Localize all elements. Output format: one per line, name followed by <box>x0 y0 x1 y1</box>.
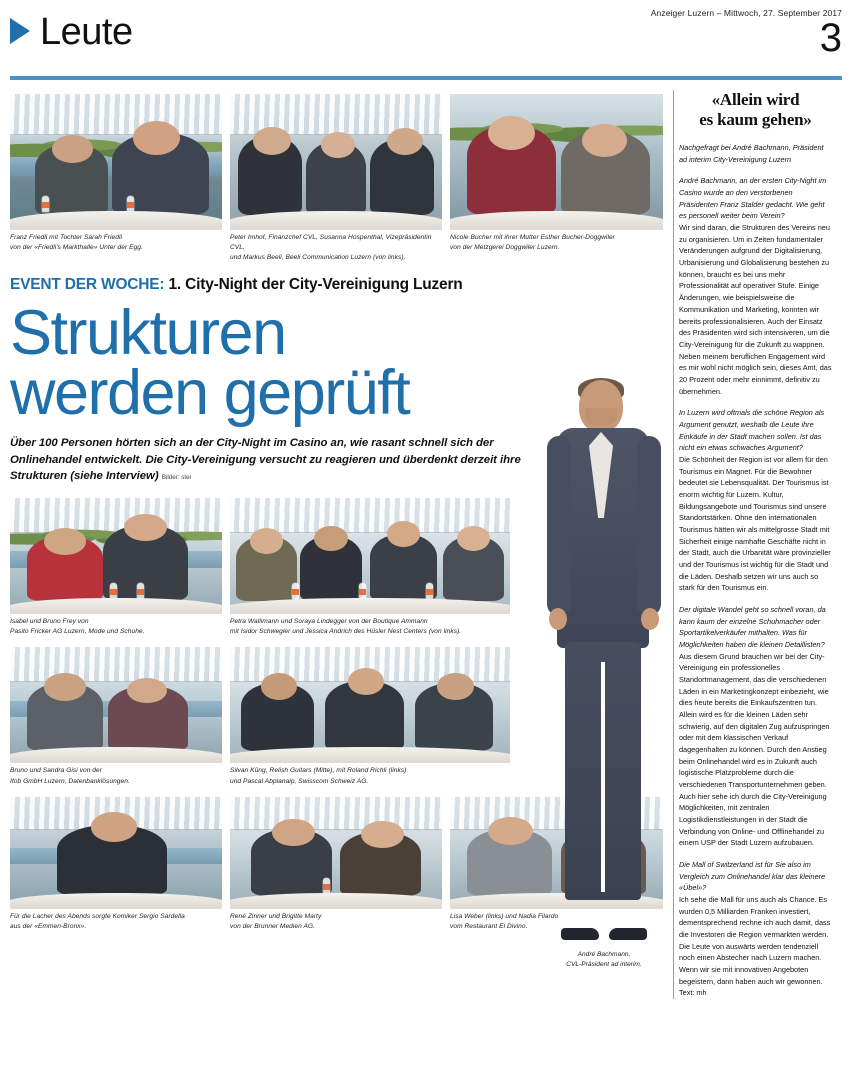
dateline: Anzeiger Luzern – Mittwoch, 27. September 2017 <box>650 8 842 18</box>
photo-item <box>10 797 222 932</box>
caption-line: Petra Wallimann und Soraya Lindegger von der Boutique Ammann <box>230 617 428 625</box>
photo-caption <box>230 766 510 786</box>
cutout-portrait <box>545 380 663 968</box>
portrait-beard <box>585 408 617 426</box>
portrait-arm-left <box>547 436 571 616</box>
photo-image <box>230 647 510 763</box>
caption-line: aus der «Emmen-Bronx». <box>10 923 87 930</box>
portrait-caption <box>545 950 663 970</box>
caption-line: vom Restaurant El Divino. <box>450 923 528 930</box>
photo-image <box>10 797 222 909</box>
event-kicker <box>10 276 663 294</box>
caption-line: und Pascal Abplanalp, Swisscom Schweiz AG. <box>230 777 369 785</box>
portrait-legs <box>565 642 641 900</box>
portrait-shoe-right <box>609 928 647 940</box>
interview-headline-line-2: es kaum gehen» <box>699 110 812 130</box>
caption-line: CVL-Präsident ad interim. <box>566 960 642 968</box>
main-column <box>10 88 663 999</box>
interview-answer: Aus diesem Grund brauchen wir bei der City-Vereinigung ein professionelles Standortmanagement, das die verschiedenen Läden in ein Marketingkonzept einbezieht, wie dies heute bereits die Einkaufszentren tun. Allein wird es für die kleinen Läden sehr schwierig, auf den digitalen Zug aufzuspringen oder mit dem klassischen Verkauf dagegenhalten zu können. Durch den Anstieg beim Onlinehandel wird es in Zukunft auch logistische Platzprobleme durch die verschiedenen Transportunternehmen geben. Auch hier sehe ich durch die City-Vereinigung Möglichkeiten, mit zentralen Logistikdienstleistungen in der Stadt die Verbindung von Online- und Offlinehandel zu einem USP der Stadt Luzern aufzubauen. <box>679 651 830 848</box>
interview-answer: Wir sind daran, die Strukturen des Vereins neu zu organisieren. Um in Zeiten fundamentaler Veränderungen aufgrund der Digitalisierung, Urbanisierung und Globalisierung bestehen zu können, braucht es bei uns mehr Professionalität auf operativer Stufe. Einige Änderungen, wie beispielsweise die Kommunikation und Marketing, konnten wir bereits professionalisieren. Auch der Einsatz des Präsidenten wird sich intensiveren, um die City-Vereinigung für die Zukunft zu wappnen. Neben meinem beruflichen Engagement wird es mir wohl nicht möglich sein, dieses Amt, das 20 Prozent oder mehr einnimmt, definitiv zu übernehmen. <box>679 223 832 396</box>
photo-caption <box>10 766 222 786</box>
photo-item <box>10 647 222 786</box>
kicker-text: 1. City-Night der City-Vereinigung Luzern <box>168 275 463 293</box>
portrait-arm-right <box>637 436 661 616</box>
interview-column <box>673 88 832 999</box>
caption-line: und Markus Beeli, Beeli Communication Luzern (von links). <box>230 254 406 262</box>
caption-line: Ifob GmbH Luzern, Datenbanklösungen. <box>10 777 130 785</box>
interview-question: In Luzern wird oftmals die schöne Region als Argument genutzt, weshalb die Leute ihre Einkäufe in der Stadt machen sollen. Ist das nicht ein etwas schwaches Argument? <box>679 408 825 453</box>
play-triangle-icon <box>10 18 30 44</box>
photo-caption <box>10 233 222 253</box>
lead-text: Über 100 Personen hörten sich an der City-Night im Casino an, wie rasant schnell sich der Onlinehandel entwickelt. Die City-Vereinigung versucht zu reagieren und überdenkt derzeit ihre Strukturen (siehe Interview) <box>10 437 521 482</box>
interview-question: Der digitale Wandel geht so schnell voran, da kann kaum der einzelne Schuhmacher oder Sportartikelverkäufer mithalten. Was für Möglichkeiten haben die kleinen Detaillisten? <box>679 604 826 649</box>
photo-image <box>10 647 222 763</box>
headline-line-1: Strukturen <box>10 297 286 368</box>
kicker-label: EVENT DER WOCHE: <box>10 275 165 293</box>
page-number: 3 <box>819 16 842 60</box>
caption-line: Pasito Fricker AG Luzern, Mode und Schuhe. <box>10 628 145 636</box>
interview-headline-line-1: «Allein wird <box>711 90 800 109</box>
caption-line: Bruno und Sandra Gisi von der <box>10 767 102 775</box>
photo-caption <box>230 912 442 932</box>
caption-line: Peter Imhof, Finanzchef CVL, Susanna Hospenthal, Vizepräsidentin CVL, <box>230 234 432 252</box>
photo-caption <box>230 617 510 637</box>
interview-standfirst: Nachgefragt bei André Bachmann, Präsident ad interim City-Vereinigung Luzern <box>679 143 824 164</box>
photo-image <box>230 498 510 614</box>
caption-line: mit Isidor Schwegler und Jessica Andrich des Hüsler Nest Centers (von links). <box>230 628 462 636</box>
portrait-hand-right <box>641 608 659 630</box>
photo-credit: Bilder: stei <box>161 473 191 481</box>
masthead <box>10 0 842 70</box>
photo-caption <box>10 617 222 637</box>
photo-image <box>230 94 442 230</box>
portrait-shoe-left <box>561 928 599 940</box>
photo-caption <box>10 912 222 932</box>
photo-image <box>230 797 442 909</box>
interview-answer: Die Schönheit der Region ist vor allem für den Tourismus ein Magnet. Für die Bewohner bedeutet sie Lebensqualität. Der Tourismus ist enorm wichtig für Luzern. Kultur, Bildungsangebote und Tourismus sind unsere Standortstärken. Ohne den internationalen Tourismus hätten wir als mittelgrosse Stadt mit Sicherheit einige namhafte Geschäfte nicht in der Stadt, auch die Urbanität wäre provinzieller und der Tourismus ist wichtig für die Stadt und die Läden. Deshalb setzen wir uns auch so stark für den Tourismus ein. <box>679 454 831 593</box>
page-columns <box>10 88 842 999</box>
caption-line: Nicole Bucher mit ihrer Mutter Esther Bucher-Doggwiler <box>450 234 615 241</box>
headline-line-2: werden geprüft <box>10 357 410 428</box>
photo-item <box>10 94 222 264</box>
photo-item <box>230 498 510 637</box>
caption-line: André Bachmann, <box>577 950 631 958</box>
caption-line: Isabel und Bruno Frey von <box>10 617 89 625</box>
caption-line: Lisa Weber (links) und Nadia Filardo <box>450 912 559 920</box>
photo-image <box>450 94 663 230</box>
caption-line: René Zinner und Brigitte Marty <box>230 912 322 920</box>
photo-image <box>10 94 222 230</box>
header-rule <box>10 76 842 80</box>
caption-line: von der «Friedli's Markthalle» Unter der Egg. <box>10 244 143 252</box>
photo-row-top <box>10 94 663 264</box>
photo-caption <box>230 233 442 264</box>
photo-item <box>450 94 663 264</box>
caption-line: von der Metzgerei Doggwiler Luzern. <box>450 244 560 252</box>
portrait-hand-left <box>549 608 567 630</box>
photo-item <box>230 797 442 932</box>
interview-answer: Ich sehe die Mall für uns auch als Chance. Es wurden 0,5 Milliarden Franken investiert, dementsprechend rechne ich auch damit, dass die Investoren die Region vermarkten werden. Die Leute von auswärts werden tendenziell noch einen Abstecher nach Luzern machen. Wenn wir sie mit innovativen Angeboten begeistern, dann haben auch wir gewonnen. Text: mh <box>679 895 831 998</box>
photo-caption <box>450 233 663 253</box>
interview-headline <box>679 90 832 130</box>
caption-line: Franz Friedli mit Tochter Sarah Friedli <box>10 234 123 241</box>
photo-item <box>230 94 442 264</box>
interview-question: André Bachmann, an der ersten City-Night im Casino wurde an den verstorbenen Präsidenten Franz Stalder gedacht. Wie geht es personell weiter beim Verein? <box>679 176 827 221</box>
article-lead <box>10 435 540 484</box>
photo-item <box>230 647 510 786</box>
section-title: Leute <box>40 11 133 53</box>
photo-item <box>10 498 222 637</box>
caption-line: von der Brunner Medien AG. <box>230 923 315 930</box>
caption-line: Für die Lacher des Abends sorgte Komiker Sergio Sardella <box>10 912 185 920</box>
photo-image <box>10 498 222 614</box>
caption-line: Silvan Küng, Relish Guitars (Mitte), mit Roland Richli (links) <box>230 767 407 775</box>
interview-question: Die Mall of Switzerland ist für Sie also im Vergleich zum Onlinehandel klar das kleinere «Übel»? <box>679 860 826 893</box>
